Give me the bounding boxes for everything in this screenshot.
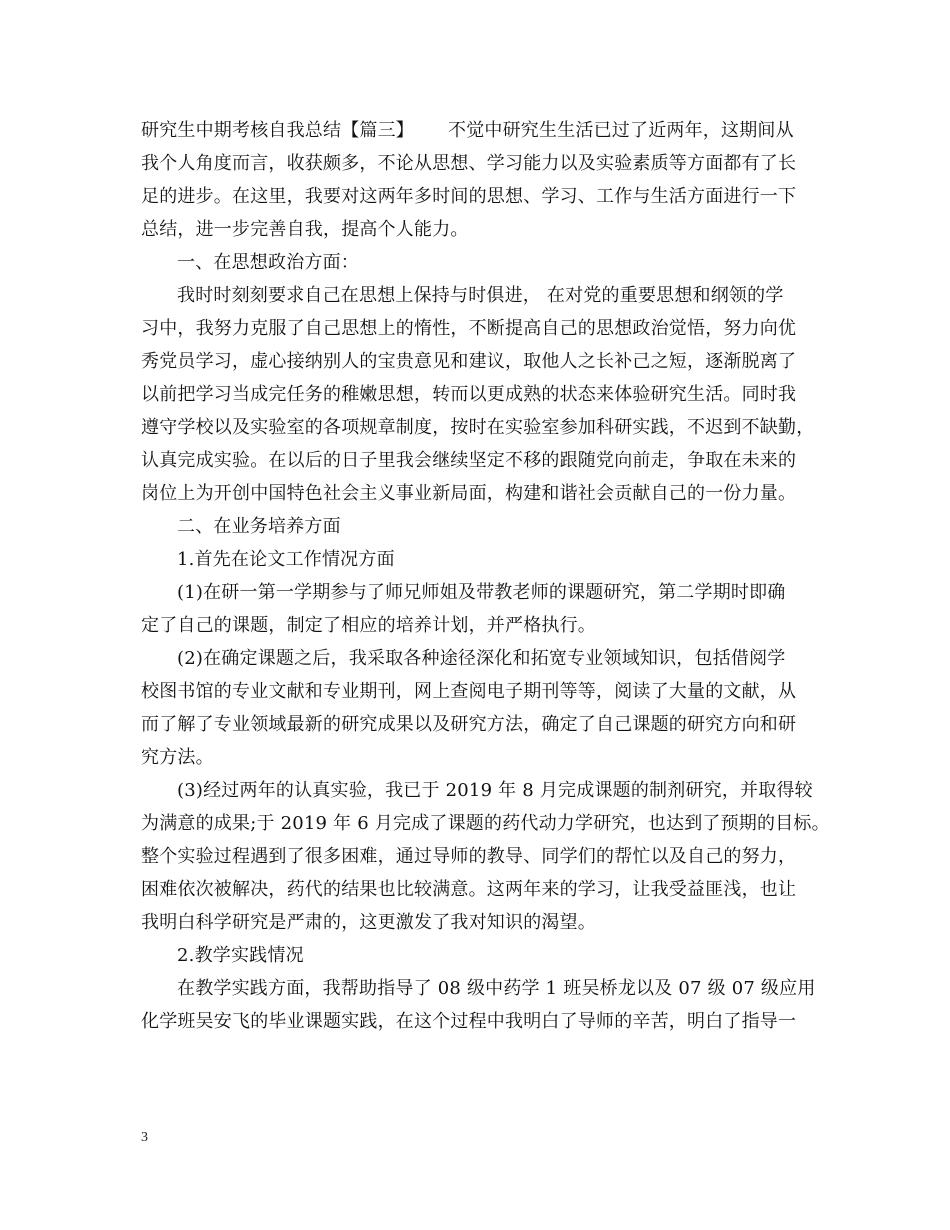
page-number: 3 bbox=[141, 1130, 148, 1145]
document-body bbox=[141, 114, 830, 1038]
text-line-19: 而了解了专业领域最新的研究成果以及研究方法，确定了自己课题的研究方向和研 bbox=[141, 714, 797, 735]
document-title: 研究生中期考核自我总结【篇三】 bbox=[141, 120, 414, 141]
text-line-18: 校图书馆的专业文献和专业期刊，网上查阅电子期刊等等，阅读了大量的文献，从 bbox=[141, 681, 797, 702]
subsection-heading-2: 2.教学实践情况 bbox=[177, 945, 304, 966]
text-line-21: (3)经过两年的认真实验，我已于 2019 年 8 月完成课题的制剂研究，并取得较 bbox=[177, 780, 813, 801]
text-line-6: 我时时刻刻要求自己在思想上保持与时俱进， 在对党的重要思想和纲领的学 bbox=[177, 285, 784, 306]
text-line-10: 遵守学校以及实验室的各项规章制度，按时在实验室参加科研实践，不迟到不缺勤， bbox=[141, 417, 815, 438]
text-line-1-body: 不觉中研究生生活已过了近两年，这期间从 bbox=[448, 120, 794, 141]
text-line-28: 化学班吴安飞的毕业课题实践，在这个过程中我明白了导师的辛苦，明白了指导一 bbox=[141, 1011, 797, 1032]
text-line-2: 我个人角度而言，收获颇多，不论从思想、学习能力以及实验素质等方面都有了长 bbox=[141, 153, 797, 174]
text-line-20: 究方法。 bbox=[141, 747, 214, 768]
text-line-16: 定了自己的课题，制定了相应的培养计划，并严格执行。 bbox=[141, 615, 596, 636]
text-line-24: 困难依次被解决，药代的结果也比较满意。这两年来的学习，让我受益匪浅，也让 bbox=[141, 879, 797, 900]
text-line-7: 习中，我努力克服了自己思想上的惰性，不断提高自己的思想政治觉悟，努力向优 bbox=[141, 318, 797, 339]
text-line-8: 秀党员学习，虚心接纳别人的宝贵意见和建议，取他人之长补己之短，逐渐脱离了 bbox=[141, 351, 797, 372]
text-line-4: 总结，进一步完善自我，提高个人能力。 bbox=[141, 219, 469, 240]
text-line-11: 认真完成实验。在以后的日子里我会继续坚定不移的跟随党向前走，争取在未来的 bbox=[141, 450, 797, 471]
text-line-25: 我明白科学研究是严肃的，这更激发了我对知识的渴望。 bbox=[141, 912, 596, 933]
text-line-23: 整个实验过程遇到了很多困难，通过导师的教导、同学们的帮忙以及自己的努力， bbox=[141, 846, 797, 867]
text-line-3: 足的进步。在这里，我要对这两年多时间的思想、学习、工作与生活方面进行一下 bbox=[141, 186, 797, 207]
text-line-9: 以前把学习当成完任务的稚嫩思想，转而以更成熟的状态来体验研究生活。同时我 bbox=[141, 384, 797, 405]
text-line-27: 在教学实践方面，我帮助指导了 08 级中药学 1 班吴桥龙以及 07 级 07 级应用 bbox=[177, 978, 816, 999]
text-line-17: (2)在确定课题之后，我采取各种途径深化和拓宽专业领域知识，包括借阅学 bbox=[177, 648, 786, 669]
text-line-1 bbox=[141, 114, 821, 147]
section-heading-2: 二、在业务培养方面 bbox=[177, 516, 341, 537]
text-line-15: (1)在研一第一学期参与了师兄师姐及带教老师的课题研究，第二学期时即确 bbox=[177, 582, 786, 603]
subsection-heading-1: 1.首先在论文工作情况方面 bbox=[177, 549, 395, 570]
section-heading-1: 一、在思想政治方面： bbox=[177, 252, 359, 273]
text-line-22: 为满意的成果;于 2019 年 6 月完成了课题的药代动力学研究，也达到了预期的目标。 bbox=[141, 813, 830, 834]
text-line-12: 岗位上为开创中国特色社会主义事业新局面，构建和谐社会贡献自己的一份力量。 bbox=[141, 483, 797, 504]
